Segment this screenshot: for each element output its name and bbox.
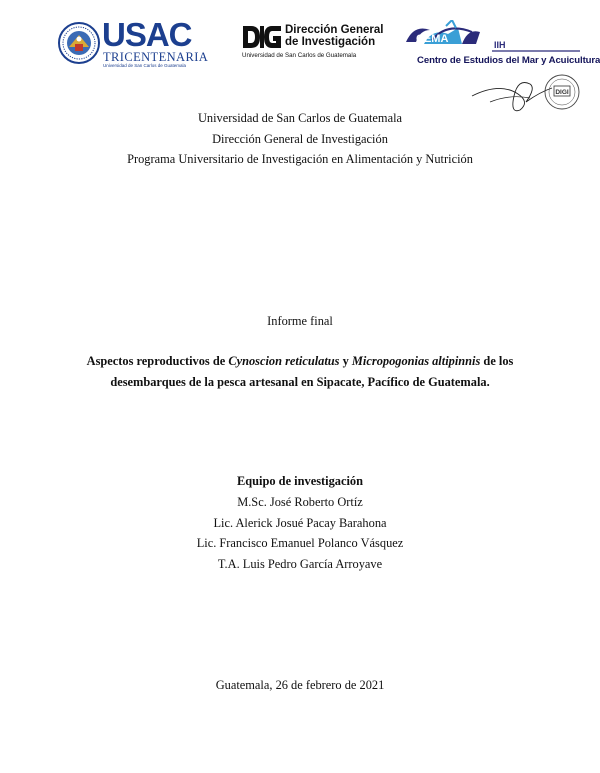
team-member: Lic. Alerick Josué Pacay Barahona	[213, 516, 387, 530]
report-title-line1	[0, 353, 600, 369]
place-date: Guatemala, 26 de febrero de 2021	[215, 678, 385, 692]
species2: Micropogonias altipinnis	[351, 354, 481, 368]
title-part2: y	[339, 354, 352, 368]
digi-mark-icon	[242, 25, 282, 49]
university-name: Universidad de San Carlos de Guatemala	[197, 111, 403, 125]
team-member: Lic. Francisco Emanuel Polanco Vásquez	[196, 536, 404, 550]
direction-name: Dirección General de Investigación	[212, 132, 388, 146]
cema-logo	[402, 20, 600, 70]
team-member: M.Sc. José Roberto Ortíz	[237, 495, 363, 509]
team-heading: Equipo de investigación	[237, 474, 363, 488]
title-part1: Aspectos reproductivos de	[86, 354, 229, 368]
cema-name: Centro de Estudios del Mar y Acuicultura	[417, 55, 600, 66]
report-type: Informe final	[267, 314, 333, 328]
title-part3: de los	[480, 354, 514, 368]
program-name: Programa Universitario de Investigación en Alimentación y Nutrición	[127, 152, 473, 166]
digi-title-line1: Dirección General	[285, 24, 384, 36]
usac-seal-icon	[58, 22, 100, 64]
species1: Cynoscion reticulatus	[228, 354, 340, 368]
digi-subtitle: Universidad de San Carlos de Guatemala	[242, 52, 357, 59]
digi-title-line2: de Investigación	[285, 36, 376, 48]
cema-iih-label: IIH	[494, 40, 506, 50]
team-member: T.A. Luis Pedro García Arroyave	[217, 557, 383, 571]
usac-logo	[58, 16, 209, 68]
report-title-line2: desembarques de la pesca artesanal en Sipacate, Pacífico de Guatemala.	[110, 375, 490, 389]
usac-tagline: TRICENTENARIA	[103, 50, 209, 64]
cema-acronym: CEMA	[416, 33, 449, 45]
cema-wave-icon	[402, 20, 582, 56]
stamp-seal-text: DIGI	[555, 89, 569, 96]
usac-subtitle: Universidad de San Carlos de Guatemala	[103, 63, 187, 68]
digi-logo	[242, 24, 384, 64]
usac-wordmark: USAC	[102, 16, 192, 53]
